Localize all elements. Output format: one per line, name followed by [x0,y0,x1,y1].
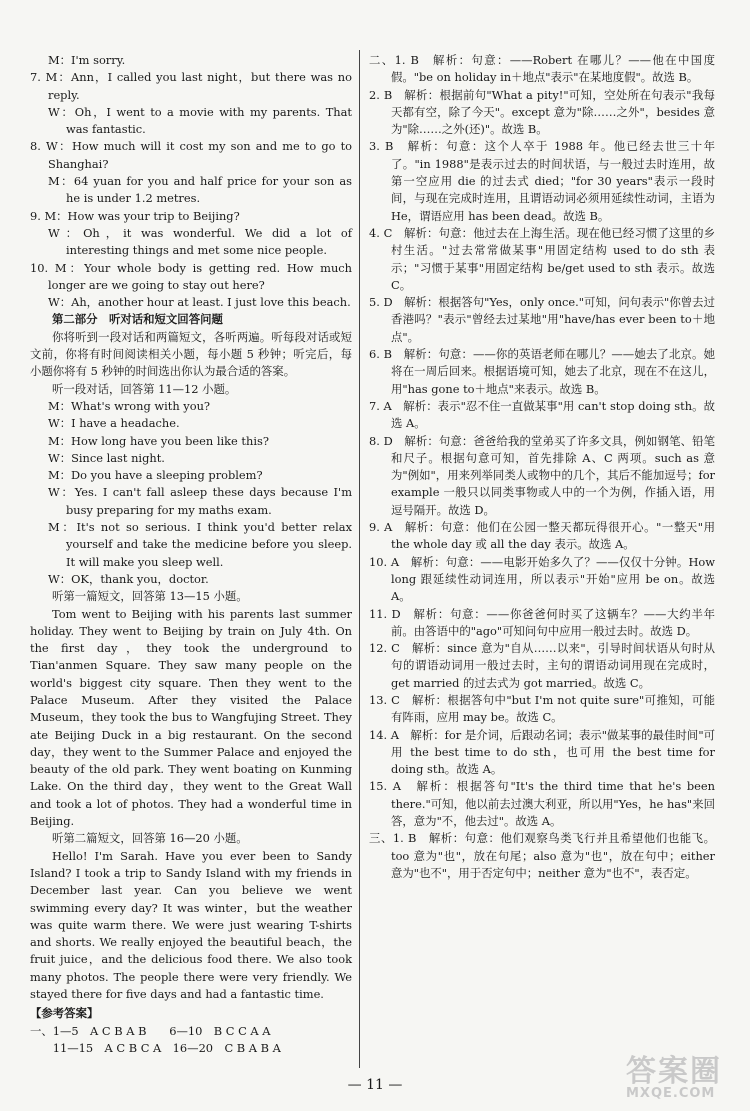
left-line: W：OK，thank you，doctor. [48,571,209,586]
right-line: 8. D 解析：句意：爸爸给我的堂弟买了许多文具，例如钢笔、铅笔和尺子。根据句意可知，首先排除 A、C 两项。such as 意为"例如"，用来列举同类人或物中的几个，其后不能加逗号；for example 一般只以同类事物或人中的一个为例，作插入语，用逗号隔开。故选 D。 [369,433,715,517]
right-line: 3. B 解析：句意：这个人卒于 1988 年。他已经去世三十年了。"in 1988"是表示过去的时间状语，与一般过去时连用，故第一空应用 die 的过去式 died；"for 30 years"表示一段时间，与现在完成时连用，且谓语动词必须用延续性动词，主语为 He，谓语应用 has been dead。故选 B。 [369,139,715,223]
right-line: 11. D 解析：句意：——你爸爸何时买了这辆车？——大约半年前。由答语中的"ago"可知问句中应用一般过去时。故选 D。 [369,606,715,638]
right-line: 三、1. B 解析：句意：他们观察鸟类飞行并且希望他们也能飞。too 意为"也"，放在句尾；also 意为"也"，放在句中；either 意为"也不"，用于否定句中；neither 意为"也不"，表否定。 [369,831,715,880]
left-line: W：Oh，it was wonderful. We did a lot of interesting things and met some nice people. [48,225,352,258]
left-line: M：How long have you been like this? [48,433,269,448]
right-line: 7. A 解析：表示"忍不住一直做某事"用 can't stop doing sth。故选 A。 [369,398,715,431]
right-line: 5. D 解析：根据答句"Yes，only once."可知，问句表示"你曾去过香港吗？"表示"曾经去过某地"用"have/has ever been to＋地点"。 [369,295,715,344]
right-line: 二、1. B 解析：句意：——Robert 在哪儿？——他在中国度假。"be on holiday in＋地点"表示"在某地度假"。故选 B。 [369,53,715,85]
watermark-text: 答案圈 [626,1054,722,1089]
right-line: 4. C 解析：句意：他过去在上海生活。现在他已经习惯了这里的乡村生活。"过去常常做某事"用固定结构 used to do sth 表示；"习惯于某事"用固定结构 be/get used to sth 表示。故选 C。 [369,225,715,292]
answer-key-row: 一、1—5 A C B A B 6—10 B C C A A [30,1023,271,1038]
left-line: M：Do you have a sleeping problem? [48,468,263,483]
answer-key-row: 11—15 A C B C A 16—20 C B A B A [30,1040,281,1055]
right-line: 6. B 解析：句意：——你的英语老师在哪儿？——她去了北京。她将在一周后回来。根据语境可知，她去了北京，现在不在这儿，用"has gone to＋地点"来表示。故选 B。 [369,347,715,396]
left-line: 你将听到一段对话和两篇短文，各听两遍。听每段对话或短文前，你将有时间阅读相关小题，每小题 5 秒钟；听完后，每小题你将有 5 秒钟的时间选出你认为最合适的答案。 [30,329,352,379]
watermark-url: MXQE.COM [626,1086,716,1101]
left-line: Hello! I'm Sarah. Have you ever been to Sandy Island? I took a trip to Sandy Island with my friends in December last year. Can you believe we went swimming every day? It was winter，but the weather was quite warm there. We were just wearing T-shirts and shorts. We really enjoyed the beautiful beach，the fruit juice，and the delicious food there. We also took many photos. The people there were very friendly. We stayed there for five days and had a fantastic time. [30,848,352,1002]
right-line: 12. C 解析：since 意为"自从……以来"，引导时间状语从句时从句的谓语动词用一般过去时，主句的谓语动词用现在完成时，get married 的过去式为 got married。故选 C。 [369,641,715,690]
left-line: 听第二篇短文，回答第 16—20 小题。 [52,831,248,846]
answer-key-heading: 【参考答案】 [30,1006,99,1021]
left-line: M：It's not so serious. I think you'd better relax yourself and take the medicine before you sleep. It will make you sleep well. [48,520,352,569]
left-line: W：Oh，I went to a movie with my parents. That was fantastic. [48,104,352,137]
right-line: 10. A 解析：句意：——电影开始多久了？——仅仅十分钟。How long 跟延续性动词连用，所以表示"开始"应用 be on。故选 A。 [369,554,715,604]
left-line: W：Ah，another hour at least. I just love this beach. [48,295,351,310]
left-line: 10. M：Your whole body is getting red. How much longer are we going to stay out here? [30,260,352,292]
right-line: 15. A 解析：根据答句"It's the third time that he's been there."可知，他以前去过澳大利亚，所以用"Yes，he has"来回答，意为"不，他去过"。故选 A。 [369,779,715,829]
page-number: — 11 — [347,1077,403,1093]
watermark-logo [626,1046,744,1106]
left-line: W：Since last night. [48,450,165,465]
left-line: M：What's wrong with you? [48,398,211,413]
left-line: M：64 yuan for you and half price for your son as he is under 1.2 metres. [48,174,352,206]
right-line: 2. B 解析：根据前句"What a pity!"可知，空处所在句表示"我每天都有空，除了今天"。except 意为"除……之外"，besides 意为"除……之外(还)"。故选 B。 [369,87,715,137]
right-line: 13. C 解析：根据答句中"but I'm not quite sure"可推知，可能有阵雨，应用 may be。故选 C。 [369,692,715,725]
left-line: M：I'm sorry. [48,53,126,67]
left-column [30,52,352,1057]
right-line: 9. A 解析：句意：他们在公园一整天都玩得很开心。"一整天"用 the whole day 或 all the day 表示。故选 A。 [369,520,715,552]
right-line: 14. A 解析：for 是介词，后跟动名词；表示"做某事的最佳时间"可用 the best time to do sth，也可用 the best time for doing sth。故选 A。 [369,727,715,777]
left-line: Tom went to Beijing with his parents last summer holiday. They went to Beijing by train on July 4th. On the first day，they took the underground to Tian'anmen Square. They saw many people on the world's biggest city square. Then they went to the Palace Museum. After they visited the Palace Museum，they took the bus to Wangfujing Street. They ate Beijing Duck in a big restaurant. On the second day，they went to the Summer Palace and enjoyed the beauty of the old park. They went boating on Kunming Lake. On the third day，they went to the Great Wall and took a lot of photos. They had a wonderful time in Beijing. [30,606,352,829]
left-line: 第二部分 听对话和短文回答问题 [52,312,223,327]
right-column [369,52,715,882]
left-line: 8. W：How much will it cost my son and me to go to Shanghai? [30,139,352,171]
column-divider [359,50,360,1068]
left-line: 9. M：How was your trip to Beijing? [30,208,240,223]
left-line: 7. M：Ann，I called you last night，but there was no reply. [30,70,352,102]
left-line: 听第一篇短文，回答第 13—15 小题。 [52,589,248,604]
left-line: W：Yes. I can't fall asleep these days because I'm busy preparing for my maths exam. [48,485,352,517]
left-line: 听一段对话，回答第 11—12 小题。 [52,381,237,396]
left-line: W：I have a headache. [48,416,180,431]
